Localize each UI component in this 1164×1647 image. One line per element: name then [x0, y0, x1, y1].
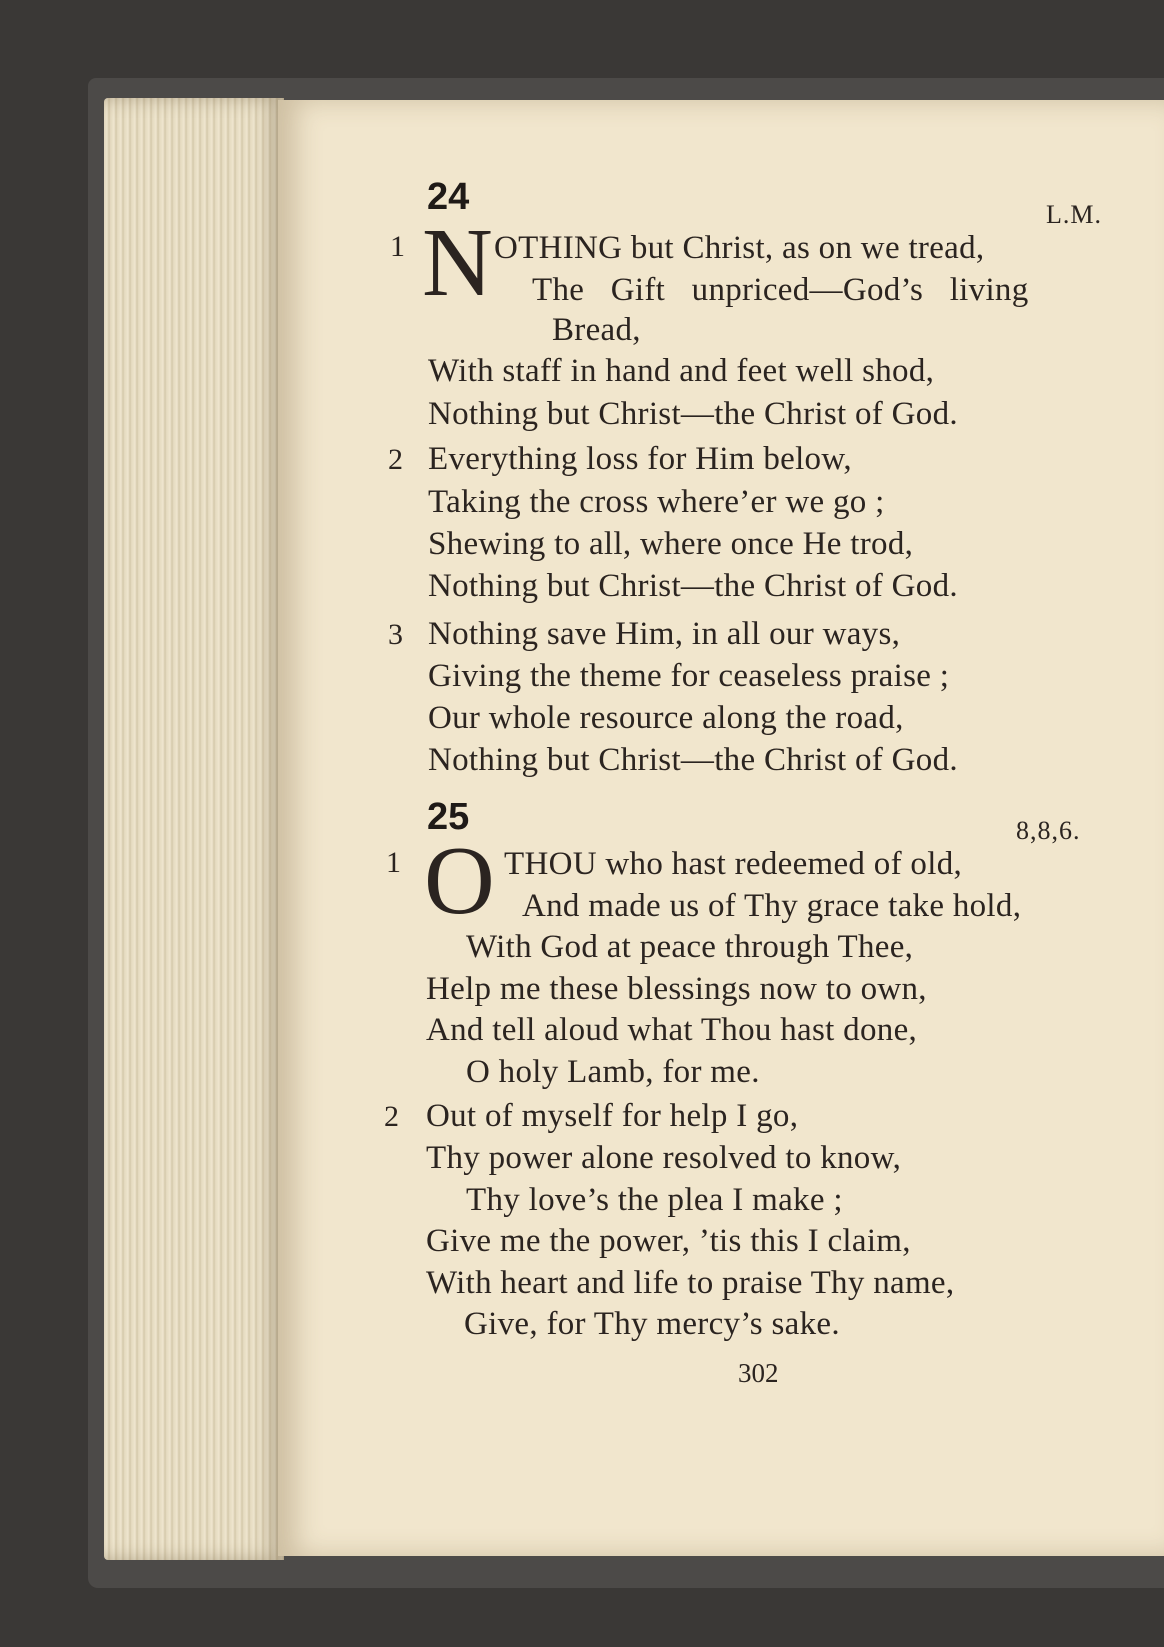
hymn-line: Nothing but Christ—the Christ of God. — [428, 568, 958, 604]
hymn-line: OTHING but Christ, as on we tread, — [494, 230, 985, 266]
hymn-line: Give, for Thy mercy’s sake. — [464, 1306, 840, 1342]
hymn-line: THOU who hast redeemed of old, — [504, 846, 963, 882]
hymn-line: With staff in hand and feet well shod, — [428, 353, 935, 389]
hymn-number: 25 — [427, 796, 470, 838]
hymn-line: Out of myself for help I go, — [426, 1098, 799, 1134]
hymn-line: Shewing to all, where once He trod, — [428, 526, 914, 562]
hymn-line: Our whole resource along the road, — [428, 700, 904, 736]
hymn-line: Nothing but Christ—the Christ of God. — [428, 742, 958, 778]
verse-number: 3 — [388, 618, 403, 651]
hymn-line: Thy power alone resolved to know, — [426, 1140, 902, 1176]
hymn-line: Everything loss for Him below, — [428, 441, 852, 477]
hymn-line: With heart and life to praise Thy name, — [426, 1265, 955, 1301]
hymn-line: And made us of Thy grace take hold, — [522, 888, 1022, 924]
drop-cap: O — [424, 827, 495, 935]
verse-number: 2 — [388, 443, 403, 476]
page-number: 302 — [738, 1358, 779, 1388]
hymn-line: Nothing but Christ—the Christ of God. — [428, 396, 958, 432]
hymn-line: Give me the power, ’tis this I claim, — [426, 1223, 911, 1259]
verse-number: 2 — [384, 1100, 399, 1133]
hymn-line: Bread, — [552, 312, 641, 348]
hymn-line: Thy love’s the plea I make ; — [466, 1182, 843, 1218]
hymn-line: Giving the theme for ceaseless praise ; — [428, 658, 950, 694]
page-edges — [104, 98, 284, 1560]
hymn-line: Nothing save Him, in all our ways, — [428, 616, 901, 652]
drop-cap: N — [422, 209, 493, 317]
hymn-meter: 8,8,6. — [1016, 816, 1081, 845]
hymn-line: O holy Lamb, for me. — [466, 1054, 760, 1090]
hymn-meter: L.M. — [1046, 200, 1102, 229]
hymn-line: Help me these blessings now to own, — [426, 971, 927, 1007]
hymn-number: 24 — [427, 176, 470, 218]
verse-number: 1 — [390, 230, 405, 263]
hymn-line: And tell aloud what Thou hast done, — [426, 1012, 918, 1048]
hymn-line: Taking the cross where’er we go ; — [428, 484, 885, 520]
verse-number: 1 — [386, 846, 401, 879]
hymn-line: The Gift unpriced—God’s living — [532, 272, 1029, 308]
hymn-line: With God at peace through Thee, — [466, 929, 914, 965]
